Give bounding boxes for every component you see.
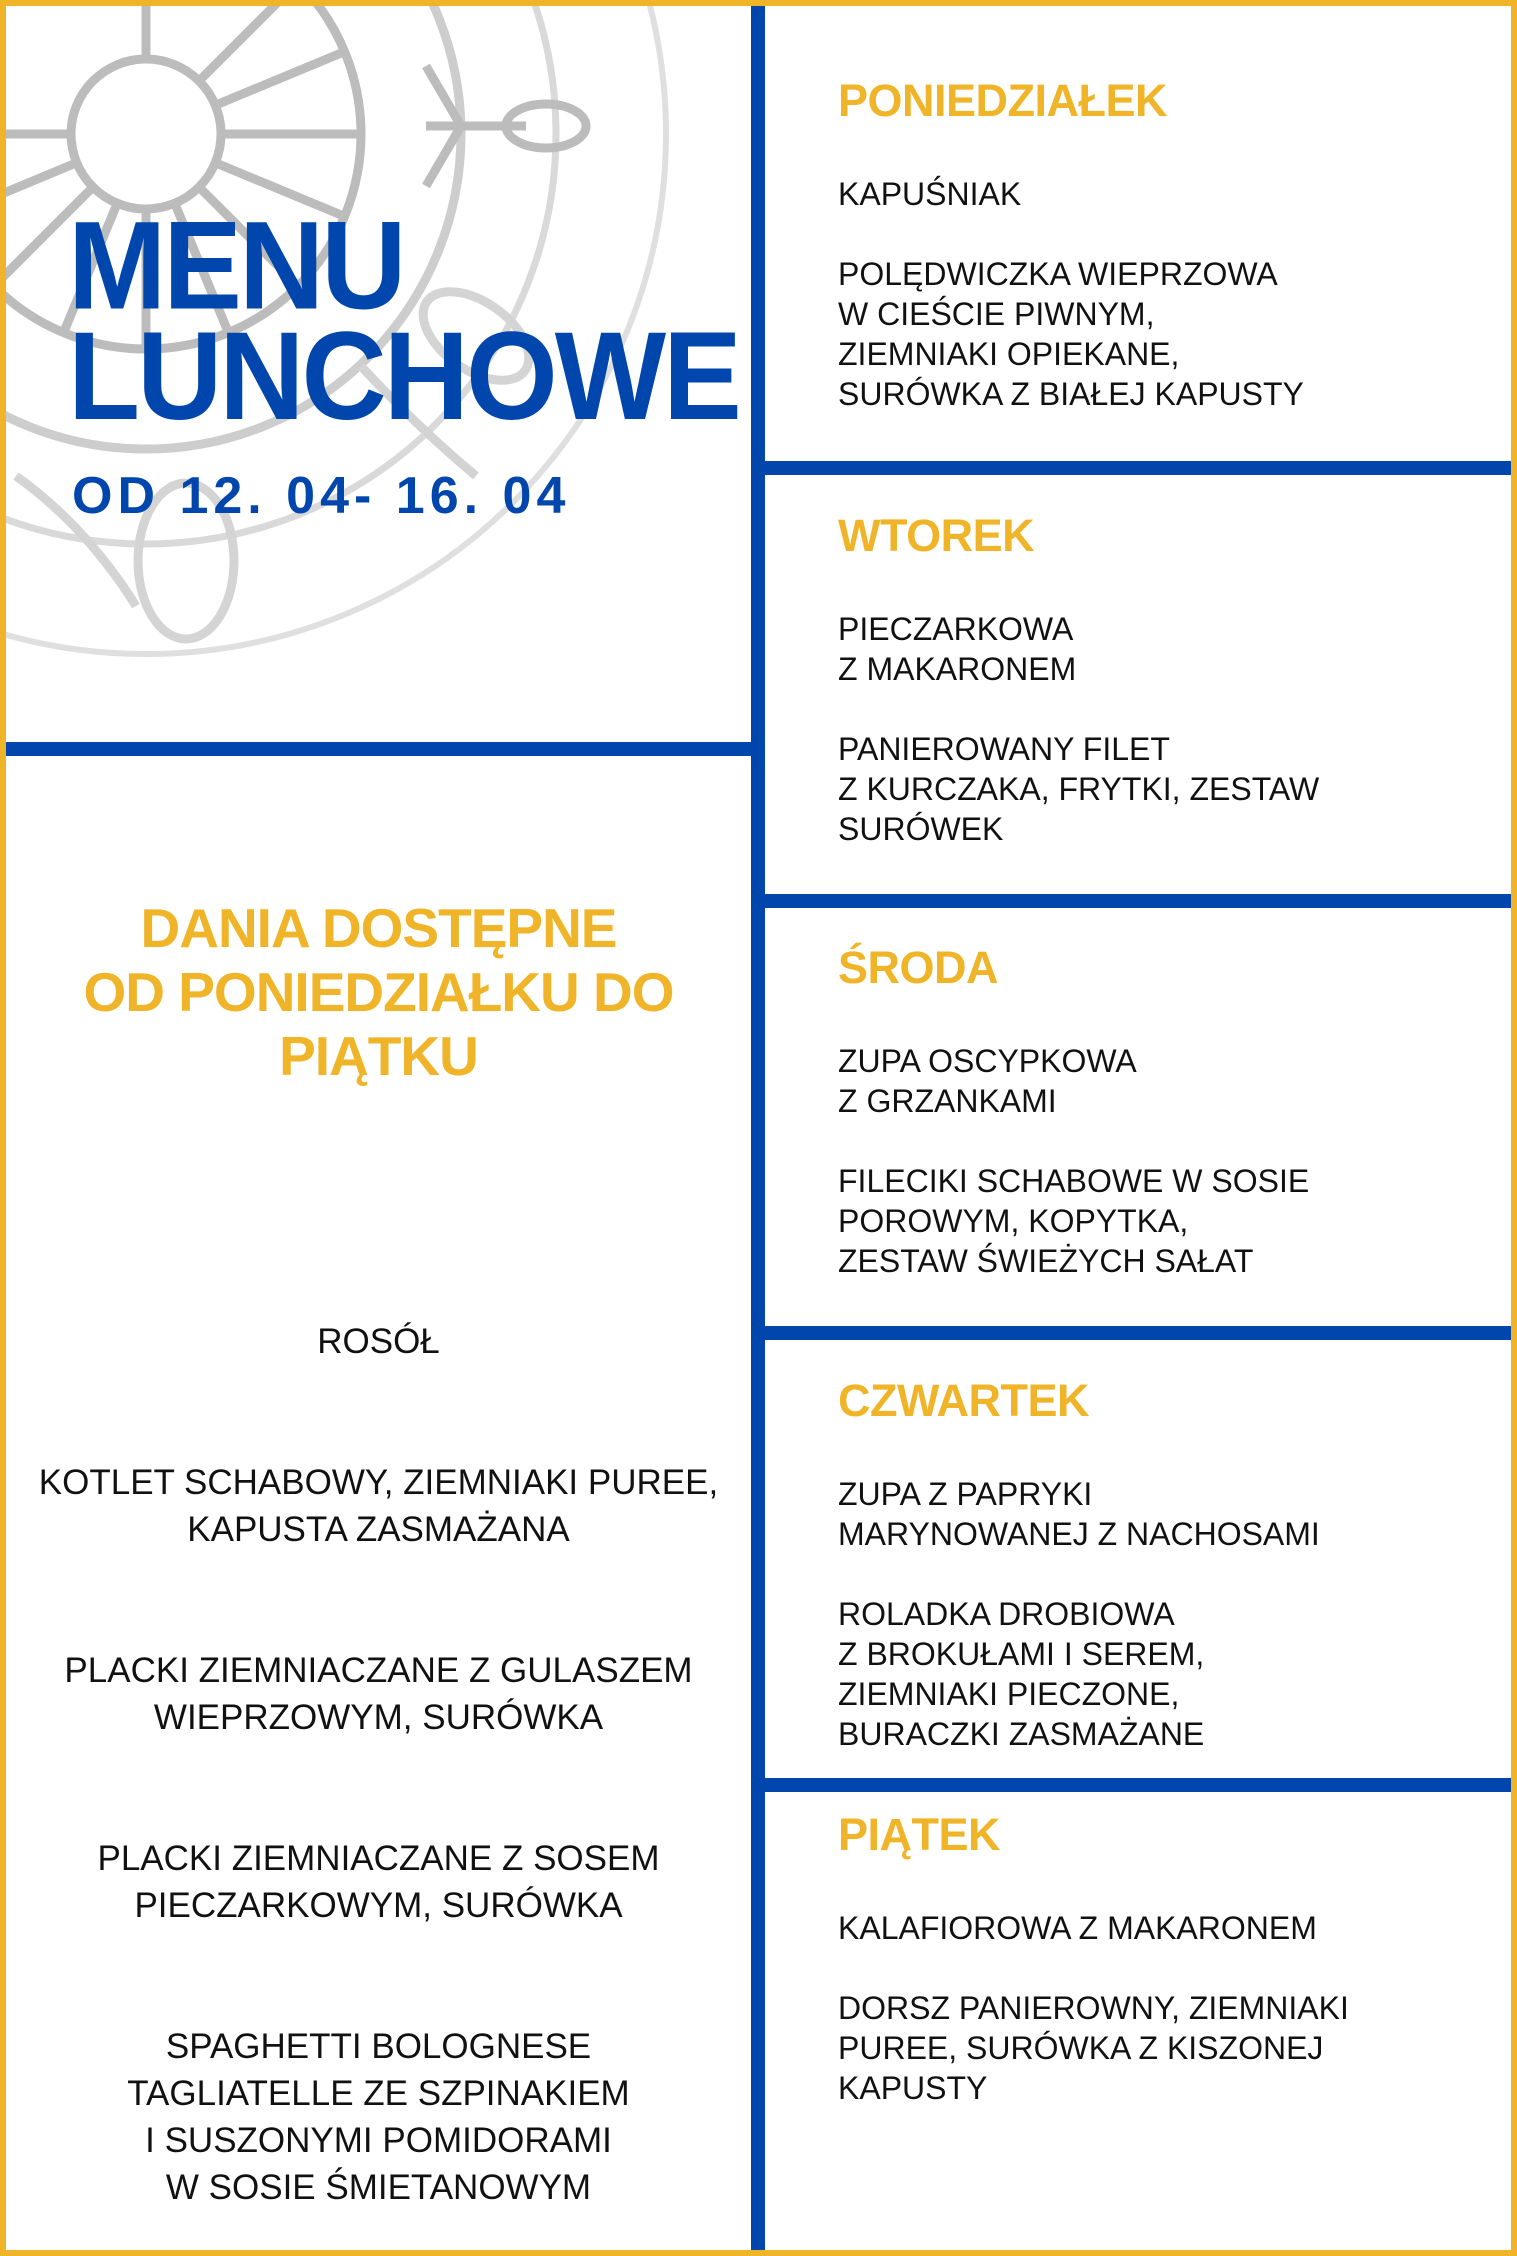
day-name-thursday: CZWARTEK [838, 1375, 1089, 1426]
common-dishes-list [16, 1271, 741, 2256]
day-divider-1 [758, 461, 1517, 475]
day-tuesday [838, 509, 1478, 849]
soup-friday: KALAFIOROWA Z MAKARONEM [838, 1910, 1317, 1946]
day-name-tuesday: WTOREK [838, 510, 1035, 561]
day-divider-2 [758, 894, 1517, 908]
title-line-menu: MENU [68, 196, 404, 337]
main-dish-thursday: ROLADKA DROBIOWA Z BROKUŁAMI I SEREM, ZIEMNIAKI PIECZONE, BURACZKI ZASMAŻANE [838, 1596, 1205, 1752]
common-dish-rosol: ROSÓŁ [317, 1322, 440, 1361]
day-name-monday: PONIEDZIAŁEK [838, 75, 1168, 126]
day-name-friday: PIĄTEK [838, 1809, 1001, 1860]
day-name-wednesday: ŚRODA [838, 942, 999, 993]
common-dish-kotlet: KOTLET SCHABOWY, ZIEMNIAKI PUREE, KAPUSTA ZASMAŻANA [38, 1463, 719, 1549]
main-dish-wednesday: FILECIKI SCHABOWE W SOSIE POROWYM, KOPYTKA, ZESTAW ŚWIEŻYCH SAŁAT [838, 1163, 1310, 1279]
vertical-divider [751, 6, 765, 2256]
soup-monday: KAPUŚNIAK [838, 176, 1022, 212]
day-wednesday [838, 941, 1478, 1281]
date-range: OD 12. 04- 16. 04 [72, 467, 571, 525]
menu-title [68, 196, 739, 447]
day-divider-3 [758, 1326, 1517, 1340]
title-line-lunchowe: LUNCHOWE [68, 306, 739, 447]
main-dish-monday: POLĘDWICZKA WIEPRZOWA W CIEŚCIE PIWNYM, ZIEMNIAKI OPIEKANE, SURÓWKA Z BIAŁEJ KAPUSTY [838, 256, 1304, 412]
common-dish-placki-sos: PLACKI ZIEMNIACZANE Z SOSEM PIECZARKOWYM, SURÓWKA [97, 1839, 660, 1925]
common-dish-placki-gulasz: PLACKI ZIEMNIACZANE Z GULASZEM WIEPRZOWYM, SURÓWKA [64, 1651, 693, 1737]
left-horizontal-divider [6, 742, 758, 756]
day-friday [838, 1808, 1478, 2108]
main-dish-friday: DORSZ PANIEROWNY, ZIEMNIAKI PUREE, SURÓWKA Z KISZONEJ KAPUSTY [838, 1990, 1349, 2106]
common-dish-pasta: SPAGHETTI BOLOGNESE TAGLIATELLE ZE SZPINAKIEM I SUSZONYMI POMIDORAMI W SOSIE ŚMIETANOWYM [127, 2027, 630, 2207]
soup-thursday: ZUPA Z PAPRYKI MARYNOWANEJ Z NACHOSAMI [838, 1476, 1320, 1552]
day-divider-4 [758, 1778, 1517, 1792]
main-dish-tuesday: PANIEROWANY FILET Z KURCZAKA, FRYTKI, ZESTAW SURÓWEK [838, 731, 1320, 847]
soup-tuesday: PIECZARKOWA Z MAKARONEM [838, 611, 1077, 687]
common-dishes-heading [26, 896, 731, 1088]
day-thursday [838, 1374, 1478, 1754]
common-dishes-heading-text: DANIA DOSTĘPNE OD PONIEDZIAŁKU DO PIĄTKU [83, 897, 674, 1087]
soup-wednesday: ZUPA OSCYPKOWA Z GRZANKAMI [838, 1043, 1137, 1119]
day-monday [838, 74, 1478, 414]
